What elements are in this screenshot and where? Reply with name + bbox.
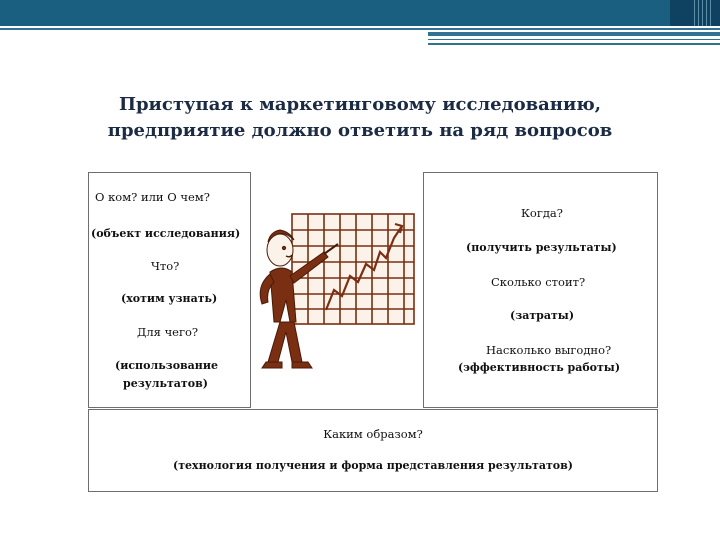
answer-costs: (затраты)	[510, 309, 575, 322]
question-about-whom: О ком? или О чем?	[95, 190, 210, 204]
decor-line	[0, 28, 720, 30]
decor-line	[428, 32, 720, 36]
question-how: Каким образом?	[323, 427, 423, 441]
question-what: Что?	[151, 259, 180, 273]
slide-title	[90, 92, 630, 144]
presenter-illustration	[256, 178, 421, 378]
right-questions-box	[423, 172, 658, 408]
presenter-with-chart-icon	[256, 178, 421, 378]
header-band-stripes	[694, 0, 714, 26]
question-what-for: Для чего?	[137, 325, 199, 339]
question-how-much-cost: Сколько стоит?	[491, 275, 586, 289]
slide-title-line-1: Приступая к маркетинговому исследованию,	[118, 94, 602, 115]
left-questions-box	[88, 172, 251, 408]
header-band	[0, 0, 720, 26]
decor-line	[428, 39, 720, 40]
answer-want-to-know: (хотим узнать)	[121, 292, 218, 305]
answer-results-usage-line-2: результатов)	[123, 377, 208, 390]
question-when: Когда?	[521, 206, 563, 220]
answer-work-efficiency: (эффективность работы)	[458, 361, 621, 374]
answer-get-results: (получить результаты)	[466, 241, 617, 254]
answer-technology-and-form: (технология получения и форма представления результатов)	[173, 459, 573, 472]
answer-results-usage-line-1: (использование	[115, 359, 219, 372]
decor-line	[428, 43, 720, 45]
questions-diagram	[86, 168, 660, 492]
bottom-question-box	[88, 409, 658, 492]
answer-research-object: (объект исследования)	[91, 227, 241, 240]
question-how-profitable: Насколько выгодно?	[486, 343, 612, 357]
slide-title-line-2: предприятие должно ответить на ряд вопросов	[107, 120, 613, 141]
